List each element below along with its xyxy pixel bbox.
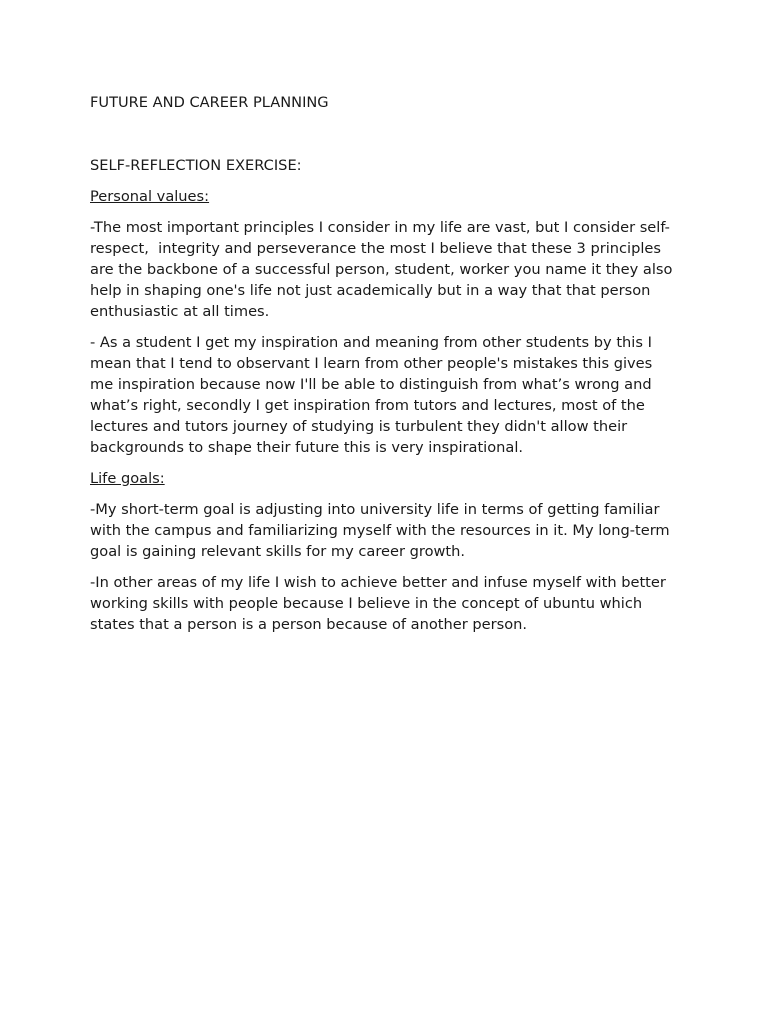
section-heading-personal-values: Personal values: — [90, 188, 210, 205]
paragraph-other-areas: -In other areas of my life I wish to achieve better and infuse myself with better working skills with people because I believe in the concept of ubuntu which states that a person is a person because of another person. — [90, 574, 671, 633]
exercise-heading: SELF-REFLECTION EXERCISE: — [90, 157, 302, 174]
document-title: FUTURE AND CAREER PLANNING — [90, 94, 329, 111]
paragraph-inspiration: - As a student I get my inspiration and meaning from other students by this I mean that I tend to observant I learn from other people's mistakes this gives me inspiration because now I'll be able to distinguish from what’s wrong and what’s right, secondly I get inspiration from tutors and lectures, most of the lectures and tutors journey of studying is turbulent they didn't allow their backgrounds to shape their future this is very inspirational. — [90, 334, 657, 456]
paragraph-short-long-term-goals: -My short-term goal is adjusting into university life in terms of getting familiar with the campus and familiarizing myself with the resources in it. My long-term goal is gaining relevant skills for my career growth. — [90, 501, 675, 560]
document-page — [90, 92, 680, 635]
paragraph-principles: -The most important principles I consider in my life are vast, but I consider self-respect, integrity and perseverance the most I believe that these 3 principles are the backbone of a successful person, student, worker you name it they also help in shaping one's life not just academically but in a way that that person enthusiastic at all times. — [90, 219, 678, 320]
section-heading-life-goals: Life goals: — [90, 470, 165, 487]
